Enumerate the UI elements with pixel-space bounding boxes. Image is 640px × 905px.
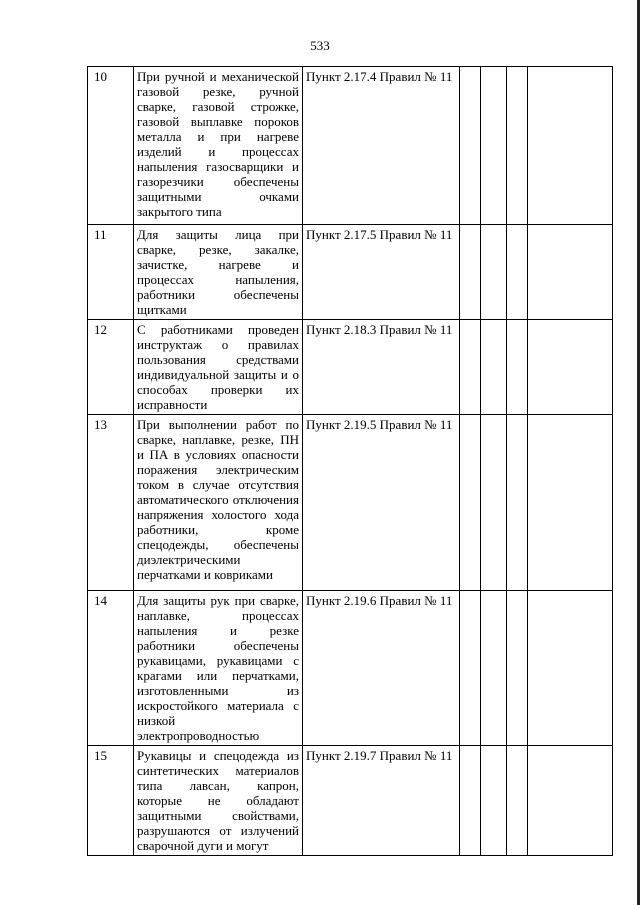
requirement-text: С работниками проведен инструктаж о правилах пользования средствами индивидуальной защиты и о способах проверки их исправности: [134, 320, 303, 415]
rule-reference: Пункт 2.17.4 Правил № 11: [303, 67, 460, 225]
rule-reference: Пункт 2.19.7 Правил № 11: [303, 746, 460, 856]
page-number: 533: [310, 38, 330, 53]
requirement-text: Рукавицы и спецодежда из синтетических материалов типа лавсан, капрон, которые не обладают защитными свойствами, разрушаются от излучений сварочной дуги и могут: [134, 746, 303, 856]
table-row: [88, 320, 613, 415]
notes-cell: [528, 591, 613, 746]
rule-reference: Пункт 2.19.5 Правил № 11: [303, 415, 460, 591]
rule-reference: Пункт 2.19.6 Правил № 11: [303, 591, 460, 746]
notes-cell: [528, 225, 613, 320]
check-cell-na: [507, 225, 528, 320]
requirement-text: Для защиты лица при сварке, резке, закалке, зачистке, нагреве и процессах напыления, работники обеспечены щитками: [134, 225, 303, 320]
check-cell-no: [481, 67, 507, 225]
table-row: [88, 225, 613, 320]
rule-reference: Пункт 2.18.3 Правил № 11: [303, 320, 460, 415]
row-number: 14: [88, 591, 134, 746]
check-cell-na: [507, 67, 528, 225]
row-number: 13: [88, 415, 134, 591]
requirement-text: При выполнении работ по сварке, наплавке, резке, ПН и ПА в условиях опасности поражения электрическим током в случае отсутствия автоматического отключения напряжения холостого хода работники, кроме спецодежды, обеспечены диэлектрическими перчатками и ковриками: [134, 415, 303, 591]
row-number: 12: [88, 320, 134, 415]
check-cell-yes: [460, 320, 481, 415]
check-cell-yes: [460, 415, 481, 591]
notes-cell: [528, 746, 613, 856]
checklist-table: [87, 66, 613, 856]
row-number: 11: [88, 225, 134, 320]
rule-reference: Пункт 2.17.5 Правил № 11: [303, 225, 460, 320]
check-cell-yes: [460, 67, 481, 225]
check-cell-na: [507, 591, 528, 746]
requirement-text: При ручной и механической газовой резке, ручной сварке, газовой строжке, газовой выплавке пороков металла и при нагреве изделий и процессах напыления газосварщики и газорезчики обеспечены защитными очками закрытого типа: [134, 67, 303, 225]
requirement-text: Для защиты рук при сварке, наплавке, процессах напыления и резке работники обеспечены рукавицами, рукавицами с крагами или перчатками, изготовленными из искростойкого материала с низкой электропроводностью: [134, 591, 303, 746]
check-cell-no: [481, 746, 507, 856]
check-cell-yes: [460, 746, 481, 856]
notes-cell: [528, 67, 613, 225]
row-number: 10: [88, 67, 134, 225]
check-cell-no: [481, 591, 507, 746]
table-row: [88, 591, 613, 746]
notes-cell: [528, 415, 613, 591]
table-row: [88, 415, 613, 591]
table-row: [88, 67, 613, 225]
check-cell-na: [507, 746, 528, 856]
check-cell-no: [481, 225, 507, 320]
check-cell-yes: [460, 591, 481, 746]
notes-cell: [528, 320, 613, 415]
check-cell-no: [481, 320, 507, 415]
check-cell-no: [481, 415, 507, 591]
row-number: 15: [88, 746, 134, 856]
check-cell-na: [507, 415, 528, 591]
table-row: [88, 746, 613, 856]
check-cell-na: [507, 320, 528, 415]
check-cell-yes: [460, 225, 481, 320]
